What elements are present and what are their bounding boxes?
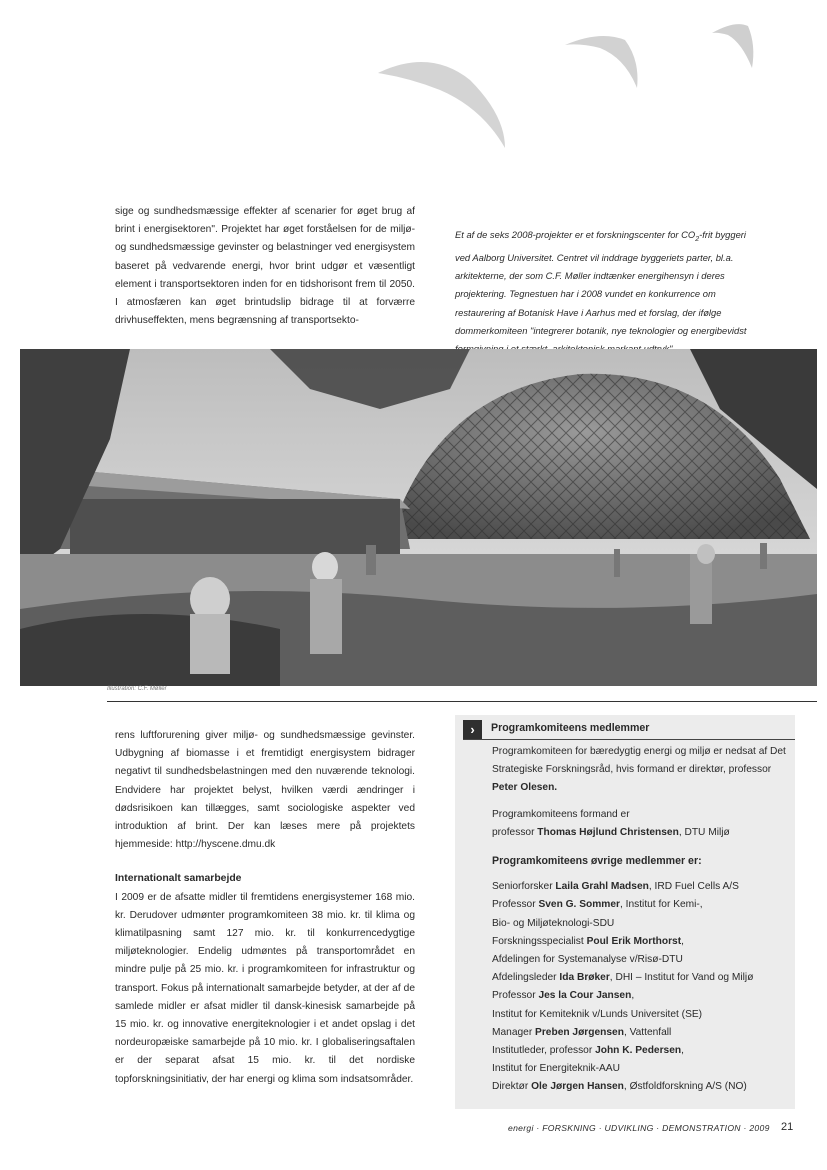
member-affiliation: , Østfoldforskning A/S (NO) [623, 1081, 747, 1093]
member-name: Laila Grahl Madsen [555, 881, 649, 893]
page-number: 21 [781, 1121, 794, 1133]
member-prefix: Institut for Energiteknik-AAU [492, 1063, 620, 1075]
member-prefix: Bio- og Miljøteknologi-SDU [492, 917, 615, 929]
member-prefix: Institutleder, professor [492, 1045, 596, 1057]
member-line [492, 1078, 790, 1096]
member-prefix: Professor [492, 899, 539, 911]
member-affiliation: , [681, 935, 684, 947]
chair-name: Thomas Højlund Christensen [537, 826, 679, 838]
committee-intro [492, 743, 790, 798]
member-prefix: Forskningsspecialist [492, 935, 587, 947]
member-line [492, 969, 790, 987]
member-line [492, 915, 790, 933]
member-prefix: Professor [492, 990, 539, 1002]
member-prefix: Seniorforsker [492, 881, 556, 893]
member-prefix: Afdelingsleder [492, 972, 560, 984]
member-prefix: Afdelingen for Systemanalyse v/Risø-DTU [492, 954, 683, 966]
member-name: Jes la Cour Jansen [538, 990, 632, 1002]
member-name: Poul Erik Morthorst [586, 935, 682, 947]
committee-box-body [492, 743, 790, 1097]
continued-paragraph: rens luftforurening giver miljø- og sundhedsmæssige gevinster. Udbygning af biomasse i et fremtidigt energisystem bidrager negativt til sundhedsbelastningen med den nuværende teknologi. Endvidere har projektet belyst, hvilken værdi ændringer i dødsrisikoen kan tillægges, samt sociologiske aspekter ved introduktion af brint. Der kan læses mere på projektets hjemmeside: http://hyscene.dmu.dk [115, 730, 415, 851]
member-line [492, 1024, 790, 1042]
member-line [492, 987, 790, 1005]
member-affiliation: , [681, 1045, 684, 1057]
committee-box-header [463, 720, 795, 740]
members-list [492, 878, 790, 1096]
member-line [492, 951, 790, 969]
member-line [492, 1060, 790, 1078]
chevron-right-icon: › [463, 720, 482, 739]
section-heading: Internationalt samarbejde [115, 873, 242, 885]
member-line [492, 878, 790, 896]
members-subheading: Programkomiteens øvrige medlemmer er: [492, 855, 702, 868]
member-affiliation: , DHI – Institut for Vand og Miljø [609, 972, 754, 984]
member-name: John K. Pedersen [595, 1045, 682, 1057]
member-name: Ida Brøker [559, 972, 610, 984]
member-name: Preben Jørgensen [535, 1026, 624, 1038]
member-name: Sven G. Sommer [538, 899, 620, 911]
member-line [492, 933, 790, 951]
committee-box-title: Programkomiteens medlemmer [491, 722, 650, 734]
chair-prefix: professor [492, 826, 538, 838]
architectural-illustration [20, 349, 817, 686]
member-line [492, 1042, 790, 1060]
photo-caption [455, 226, 757, 358]
member-affiliation: , IRD Fuel Cells A/S [648, 881, 739, 893]
caption-subscript: 2 [695, 235, 700, 243]
member-prefix: Direktør [492, 1081, 532, 1093]
page-footer: energi · FORSKNING · UDVIKLING · DEMONSTRATION · 2009 [508, 1123, 770, 1133]
member-line [492, 896, 790, 914]
member-affiliation: , Institut for Kemi-, [619, 899, 703, 911]
member-affiliation: , Vattenfall [623, 1026, 672, 1038]
chair-suffix: , DTU Miljø [678, 826, 730, 838]
caption-text-part2: -frit byggeri ved Aalborg Universitet. Centret vil inddrage byggeriets parter, bl.a. arkitekterne, der som C.F. Møller indtænker energihensyn i deres projektering. Tegnestuen har i 2008 vundet en konkurrence om restaurering af Botanisk Have i Aarhus med et forslag, der ifølge dommerkomiteen "integrerer botanik, nye teknologier og energibevidst [455, 229, 747, 336]
caption-text-part1: Et af de seks 2008-projekter er et forskningscenter for CO [455, 229, 696, 240]
committee-intro-name: Peter Olesen. [492, 782, 558, 794]
left-column-body [115, 727, 415, 1089]
greenhouse-rendering-image [20, 349, 817, 686]
member-prefix: Manager [492, 1026, 536, 1038]
international-paragraph: I 2009 er de afsatte midler til fremtidens energisystemer 168 mio. kr. Derudover udmønter programkomiteen 38 mio. kr. til klima og klimatilpasning samt 127 mio. kr. til konkurrencedygtige miljøteknologier. Endelig udmøntes på transportområdet en mindre pulje på 25 mio. kr. i programkomiteen for infrastruktur og transport. Fokus på internationalt samarbejde betyder, at der af de samlede midler er afsat midler til dansk-kinesisk samarbejde på 15 mio. kr. og innovative energiteknologier i et andet opslag i det nordeuropæiske samarbejde på 10 mio. kr. I globaliseringsaftalen er der separat afsat 15 mio. kr. til det nordiske topforskningsinitiativ, der har energi og klima som indsatsområder. [115, 891, 415, 1085]
chair-line-2 [492, 824, 790, 842]
decorative-boomerang-graphics [0, 0, 827, 200]
member-affiliation: , [631, 990, 635, 1002]
member-line [492, 1006, 790, 1024]
intro-paragraph: sige og sundhedsmæssige effekter af scenarier for øget brug af brint i energisektoren". Projektet har øget forståelsen for de miljø- og sundhedsmæssige gevinster og belastninger ved energisystem baseret på vedvarende energi, hvor brint udgør et væsentligt element i transportsektoren inden for en tidshorisont frem til 2050. I atmosfæren kan øget brintudslip bidrage til at forværre drivhuseffekten, mens begrænsning af transportsekto- [115, 206, 415, 327]
chair-line-1: Programkomiteens formand er [492, 808, 630, 820]
photo-credit: Illustration: C.F. Møller [107, 686, 167, 692]
section-divider [107, 701, 817, 702]
committee-intro-text: Programkomiteen for bæredygtig energi og miljø er nedsat af Det Strategiske Forskningsråd, hvis formand er direktør, professor [492, 746, 786, 776]
member-name: Ole Jørgen Hansen [531, 1081, 624, 1093]
member-prefix: Institut for Kemiteknik v/Lunds Universitet (SE) [492, 1008, 703, 1020]
